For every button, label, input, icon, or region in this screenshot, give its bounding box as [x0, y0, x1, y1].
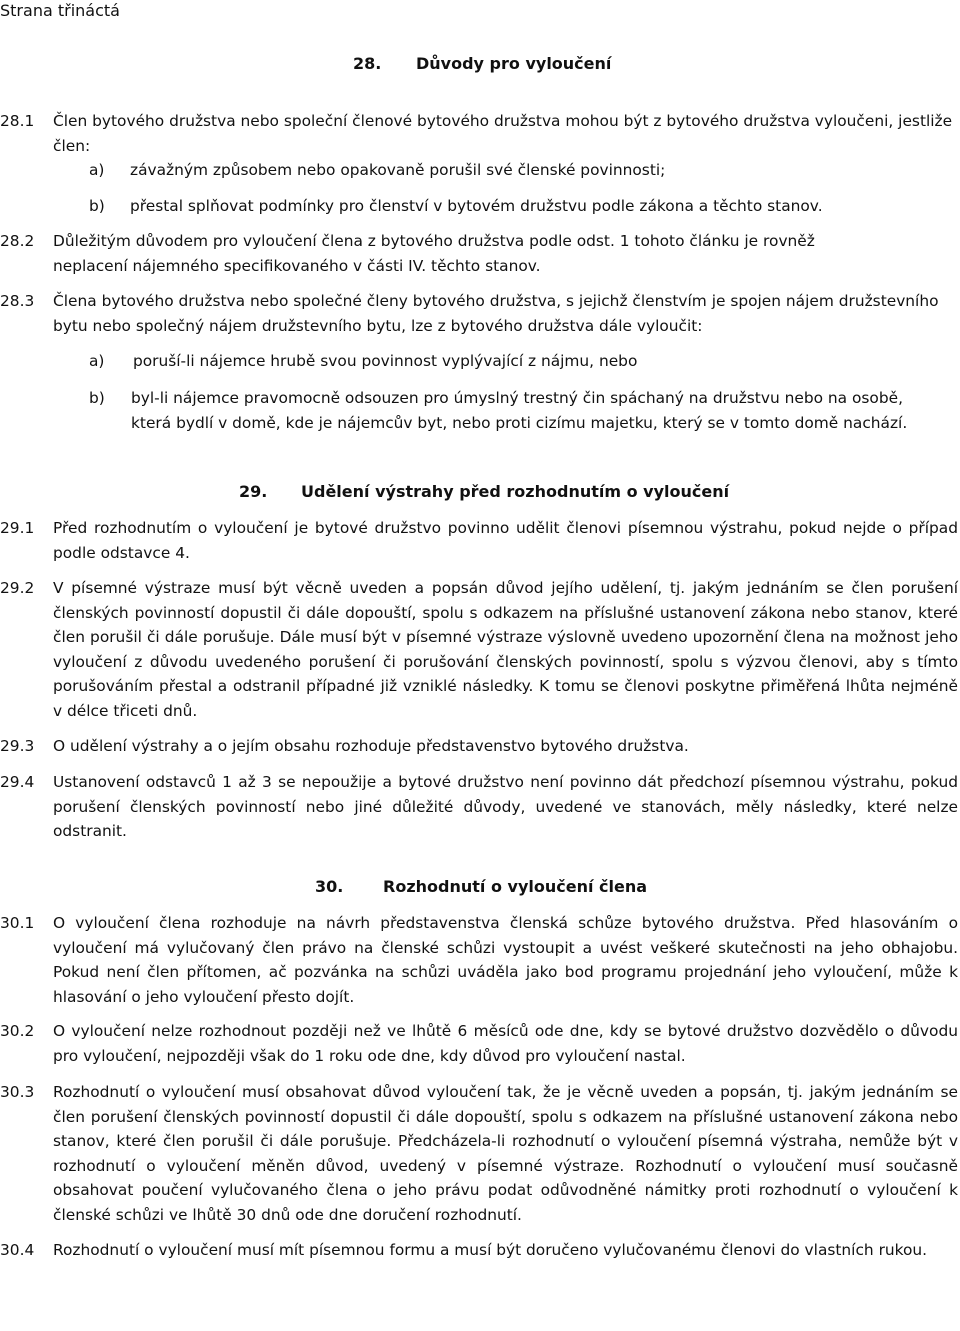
item-text: poruší-li nájemce hrubě svou povinnost vyplývající z nájmu, nebo — [133, 352, 638, 370]
section-title: Rozhodnutí o vyloučení člena — [383, 877, 648, 896]
item-text: závažným způsobem nebo opakovaně porušil své členské povinnosti; — [130, 161, 666, 179]
paragraph-text: Rozhodnutí o vyloučení musí obsahovat důvod vyloučení tak, že je věcně uveden a popsán, tj. jakým jednáním se člen porušení členských povinností dopustil či dále dopouští, spolu s odkazem na příslušné ustanovení zákona nebo stanov, které člen porušil či dále porušuje. Předcházela-li rozhodnutí o vyloučení písemná výstraha, nemůže být v rozhodnutí o vyloučení měněn důvod, uvedený v písemné výstraze. Rozhodnutí o vyloučení musí současně obsahovat poučení vylučovaného člena o jeho právu podat odůvodněné námitky proti rozhodnutí o vyloučení k členské schůzi ve lhůtě 30 dnů ode dne doručení rozhodnutí. — [53, 1083, 958, 1224]
item-label: a) — [89, 161, 105, 179]
paragraph-number: 28.3 — [0, 292, 35, 310]
paragraph-30-2 — [0, 1019, 958, 1068]
paragraph-number: 29.4 — [0, 773, 35, 791]
section-28-heading — [353, 53, 611, 75]
item-label: a) — [89, 352, 105, 370]
paragraph-text: Důležitým důvodem pro vyloučení člena z bytového družstva podle odst. 1 tohoto článku je rovněž neplacení nájemného specifikovaného v části IV. těchto stanov. — [53, 232, 815, 275]
paragraph-30-1 — [0, 911, 958, 1009]
section-number: 30. — [315, 877, 344, 896]
paragraph-29-4 — [0, 770, 958, 844]
page-header: Strana třináctá — [0, 1, 120, 20]
paragraph-number: 30.4 — [0, 1241, 35, 1259]
section-number: 29. — [239, 482, 268, 501]
paragraph-28-1 — [0, 109, 958, 158]
paragraph-text: Rozhodnutí o vyloučení musí mít písemnou formu a musí být doručeno vylučovanému členovi do vlastních rukou. — [53, 1241, 928, 1259]
paragraph-number: 29.1 — [0, 519, 35, 537]
paragraph-29-1 — [0, 516, 958, 565]
paragraph-text: O vyloučení člena rozhoduje na návrh představenstva členská schůze bytového družstva. Před hlasováním o vyloučení má vylučovaný člen právo na členské schůzi vystoupit a uvést veškeré skutečnosti na jeho obhajobu. Pokud není člen přítomen, ač pozvánka na schůzi uváděla jako bod programu projednání jeho vyloučení, může k hlasování o jeho vyloučení přesto dojít. — [53, 914, 958, 1006]
paragraph-text: V písemné výstraze musí být věcně uveden a popsán důvod jejího udělení, tj. jakým jednáním se člen porušení členských povinností dopustil či dále dopouští, spolu s odkazem na příslušné ustanovení zákona nebo stanov, které člen porušil či dále porušuje. Dále musí být v písemné výstraze výslovně uvedeno upozornění člena na možnost jeho vyloučení z důvodu uvedeného porušení či porušování členských povinností, spolu s výzvou členovi, aby s tímto porušováním přestal a odstranil případné již vzniklé následky. K tomu se členovi poskytne přiměřená lhůta nejméně v délce třiceti dnů. — [53, 579, 958, 720]
paragraph-text: O vyloučení nelze rozhodnout později než ve lhůtě 6 měsíců ode dne, kdy se bytové družstvo dozvědělo o důvodu pro vyloučení, nejpozději však do 1 roku ode dne, kdy důvod pro vyloučení nastal. — [53, 1022, 958, 1065]
paragraph-number: 28.1 — [0, 112, 35, 130]
paragraph-text: O udělení výstrahy a o jejím obsahu rozhoduje představenstvo bytového družstva. — [53, 737, 689, 755]
paragraph-28-3 — [0, 289, 958, 338]
section-29-heading — [239, 481, 729, 503]
paragraph-text: Před rozhodnutím o vyloučení je bytové družstvo povinno udělit členovi písemnou výstrahu, pokud nejde o případ podle odstavce 4. — [53, 519, 958, 562]
item-label: b) — [89, 389, 105, 407]
paragraph-29-2 — [0, 576, 958, 723]
item-text: byl-li nájemce pravomocně odsouzen pro úmyslný trestný čin spáchaný na družstvu nebo na osobě, která bydlí v domě, kde je nájemcův byt, nebo proti cizímu majetku, který se v tomto domě nachází. — [131, 389, 908, 432]
paragraph-30-3 — [0, 1080, 958, 1227]
section-30-heading — [315, 876, 647, 898]
paragraph-28-2 — [0, 229, 958, 278]
item-label: b) — [89, 197, 105, 215]
section-number: 28. — [353, 54, 382, 73]
paragraph-text: Ustanovení odstavců 1 až 3 se nepoužije a bytové družstvo není povinno dát předchozí písemnou výstrahu, pokud porušení členských povinností nebo jiné důležité důvody, uvedené ve stanovách, měly následky, které nelze odstranit. — [53, 773, 958, 840]
paragraph-number: 30.2 — [0, 1022, 35, 1040]
paragraph-29-3 — [0, 734, 958, 759]
paragraph-number: 29.3 — [0, 737, 35, 755]
section-title: Důvody pro vyloučení — [416, 54, 612, 73]
paragraph-number: 28.2 — [0, 232, 35, 250]
paragraph-text: Člena bytového družstva nebo společné členy bytového družstva, s jejichž členstvím je spojen nájem družstevního bytu nebo společný nájem družstevního bytu, lze z bytového družstva dále vyloučit: — [53, 292, 939, 335]
paragraph-number: 29.2 — [0, 579, 35, 597]
paragraph-text: Člen bytového družstva nebo společní členové bytového družstva mohou být z bytového družstva vyloučeni, jestliže člen: — [53, 112, 953, 155]
paragraph-30-4 — [0, 1238, 958, 1263]
item-text: přestal splňovat podmínky pro členství v bytovém družstvu podle zákona a těchto stanov. — [130, 197, 823, 215]
paragraph-number: 30.1 — [0, 914, 35, 932]
paragraph-number: 30.3 — [0, 1083, 35, 1101]
section-title: Udělení výstrahy před rozhodnutím o vyloučení — [301, 482, 730, 501]
